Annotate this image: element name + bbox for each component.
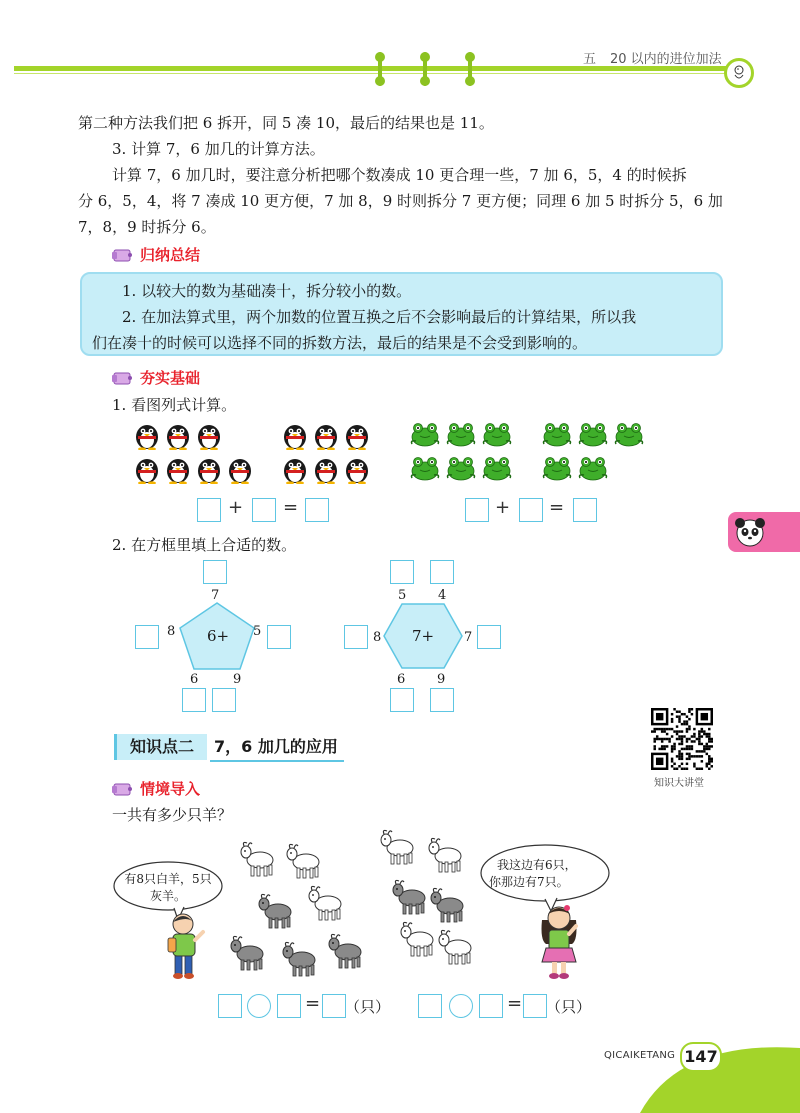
answer-box[interactable] bbox=[182, 688, 206, 712]
frog-group-left bbox=[408, 420, 528, 486]
section-tag-icon bbox=[112, 370, 134, 386]
basics-title: 夯实基础 bbox=[140, 369, 201, 387]
footer-brand: QICAIKETANG bbox=[604, 1050, 676, 1061]
penguin-icon bbox=[132, 420, 162, 454]
mascot-icon bbox=[724, 58, 754, 88]
white-goat-icon bbox=[284, 842, 324, 884]
pentagon-bottom-left-number: 6 bbox=[190, 672, 199, 687]
penguin-icon bbox=[132, 454, 162, 488]
white-goat-icon bbox=[238, 840, 278, 882]
header-unit: 五 bbox=[583, 52, 597, 67]
intro-line-5: 7，8，9 时拆分 6。 bbox=[78, 218, 216, 236]
answer-box[interactable] bbox=[430, 688, 454, 712]
answer-box[interactable] bbox=[212, 688, 236, 712]
summary-point-2a: 2. 在加法算式里，两个加数的位置互换之后不会影响最后的计算结果，所以我 bbox=[122, 308, 637, 326]
bubble-girl-line-2: 你那边有7只。 bbox=[489, 875, 569, 889]
answer-box[interactable] bbox=[344, 625, 368, 649]
frog-icon bbox=[576, 454, 610, 486]
girl-character bbox=[536, 900, 582, 982]
penguin-icon bbox=[194, 454, 224, 488]
boy-character bbox=[163, 910, 209, 982]
answer-box[interactable] bbox=[267, 625, 291, 649]
penguin-icon bbox=[342, 454, 372, 488]
answer-box[interactable] bbox=[523, 994, 547, 1018]
penguin-icon bbox=[194, 420, 224, 454]
answer-box[interactable] bbox=[305, 498, 329, 522]
answer-box[interactable] bbox=[322, 994, 346, 1018]
frog-icon bbox=[540, 454, 574, 486]
qr-code[interactable] bbox=[651, 708, 713, 770]
hexagon-center: 7+ bbox=[411, 627, 435, 645]
summary-title: 归纳总结 bbox=[140, 246, 201, 264]
plus-sign: + bbox=[228, 497, 244, 518]
answer-box[interactable] bbox=[573, 498, 597, 522]
plus-sign: + bbox=[495, 497, 511, 518]
knowledge-label: 知识点二 bbox=[114, 734, 207, 760]
answer-box[interactable] bbox=[135, 625, 159, 649]
frog-group-right bbox=[540, 420, 660, 486]
penguin-icon bbox=[225, 454, 255, 488]
answer-box[interactable] bbox=[277, 994, 301, 1018]
frog-icon bbox=[444, 454, 478, 486]
equals-sign: = bbox=[507, 993, 523, 1014]
white-goat-icon bbox=[306, 884, 346, 926]
pentagon-bottom-right-number: 9 bbox=[233, 672, 242, 687]
bubble-girl-line-1: 我这边有6只， bbox=[497, 858, 577, 872]
pentagon-right-number: 5 bbox=[253, 624, 262, 639]
intro-line-1: 第二种方法我们把 6 拆开，同 5 凑 10，最后的结果也是 11。 bbox=[78, 114, 494, 132]
equals-sign: = bbox=[549, 497, 565, 518]
unit-label: （只） bbox=[546, 998, 592, 1016]
answer-box[interactable] bbox=[465, 498, 489, 522]
penguin-group-right bbox=[280, 420, 410, 486]
hexagon-left-number: 8 bbox=[373, 630, 382, 645]
pentagon-center: 6+ bbox=[206, 627, 230, 645]
hexagon-top-right-number: 4 bbox=[438, 588, 447, 603]
summary-point-2b: 们在凑十的时候可以选择不同的拆数方法，最后的结果是不会受到影响的。 bbox=[92, 334, 588, 352]
gray-goat-icon bbox=[228, 934, 268, 976]
gray-goat-icon bbox=[280, 940, 320, 982]
section-tag-icon bbox=[112, 781, 134, 797]
gray-goat-icon bbox=[326, 932, 366, 974]
frog-icon bbox=[612, 420, 646, 452]
hexagon-right-number: 7 bbox=[464, 630, 473, 645]
bubble-boy-text: 有8只白羊，5只灰羊。 bbox=[124, 872, 212, 903]
operator-circle[interactable] bbox=[449, 994, 473, 1018]
qr-caption: 知识大讲堂 bbox=[654, 778, 704, 789]
gray-goat-icon bbox=[256, 892, 296, 934]
answer-box[interactable] bbox=[418, 994, 442, 1018]
intro-line-4: 分 6，5，4，将 7 凑成 10 更方便，7 加 8，9 时则拆分 7 更方便；同理 6 加 5 时拆分 5，6 加 bbox=[78, 192, 723, 210]
situation-question: 一共有多少只羊？ bbox=[112, 806, 233, 824]
penguin-icon bbox=[311, 454, 341, 488]
frog-icon bbox=[444, 420, 478, 452]
hexagon-bottom-left-number: 6 bbox=[397, 672, 406, 687]
answer-box[interactable] bbox=[197, 498, 221, 522]
white-goat-icon bbox=[436, 928, 476, 970]
binder-pin bbox=[420, 52, 430, 86]
penguin-icon bbox=[311, 420, 341, 454]
summary-heading bbox=[112, 244, 200, 265]
answer-box[interactable] bbox=[477, 625, 501, 649]
white-goat-icon bbox=[426, 836, 466, 878]
panda-icon bbox=[732, 514, 768, 550]
binder-pin bbox=[375, 52, 385, 86]
unit-label: （只） bbox=[345, 998, 391, 1016]
knowledge-title: 7，6 加几的应用 bbox=[210, 734, 344, 762]
section-tag-icon bbox=[112, 247, 134, 263]
equals-sign: = bbox=[283, 497, 299, 518]
answer-box[interactable] bbox=[430, 560, 454, 584]
answer-box[interactable] bbox=[479, 994, 503, 1018]
answer-box[interactable] bbox=[218, 994, 242, 1018]
goat-group bbox=[228, 828, 508, 988]
penguin-icon bbox=[342, 420, 372, 454]
frog-icon bbox=[408, 420, 442, 452]
gray-goat-icon bbox=[390, 878, 430, 920]
summary-point-1: 1. 以较大的数为基础凑十，拆分较小的数。 bbox=[122, 282, 412, 300]
penguin-icon bbox=[280, 420, 310, 454]
frog-icon bbox=[480, 454, 514, 486]
answer-box[interactable] bbox=[390, 688, 414, 712]
header-chapter: 20 以内的进位加法 bbox=[610, 52, 722, 67]
penguin-icon bbox=[163, 420, 193, 454]
hexagon-top-left-number: 5 bbox=[398, 588, 407, 603]
question-2: 2. 在方框里填上合适的数。 bbox=[112, 536, 297, 554]
situation-title: 情境导入 bbox=[140, 780, 201, 798]
answer-box[interactable] bbox=[203, 560, 227, 584]
frog-icon bbox=[408, 454, 442, 486]
answer-box[interactable] bbox=[252, 498, 276, 522]
answer-box[interactable] bbox=[519, 498, 543, 522]
operator-circle[interactable] bbox=[247, 994, 271, 1018]
intro-line-2: 3. 计算 7，6 加几的计算方法。 bbox=[112, 140, 325, 158]
frog-icon bbox=[576, 420, 610, 452]
answer-box[interactable] bbox=[390, 560, 414, 584]
situation-heading bbox=[112, 778, 200, 799]
frog-icon bbox=[540, 420, 574, 452]
hexagon-bottom-right-number: 9 bbox=[437, 672, 446, 687]
penguin-icon bbox=[280, 454, 310, 488]
penguin-group-left bbox=[132, 420, 262, 486]
frog-icon bbox=[480, 420, 514, 452]
white-goat-icon bbox=[398, 920, 438, 962]
binder-pin bbox=[465, 52, 475, 86]
equals-sign: = bbox=[305, 993, 321, 1014]
page-number: 147 bbox=[680, 1042, 722, 1072]
pentagon-top-number: 7 bbox=[211, 588, 220, 603]
basics-heading bbox=[112, 367, 200, 388]
white-goat-icon bbox=[378, 828, 418, 870]
penguin-icon bbox=[163, 454, 193, 488]
intro-line-3: 计算 7，6 加几时，要注意分析把哪个数凑成 10 更合理一些，7 加 6，5，4 的时候拆 bbox=[112, 166, 687, 184]
pentagon-left-number: 8 bbox=[167, 624, 176, 639]
question-1: 1. 看图列式计算。 bbox=[112, 396, 237, 414]
